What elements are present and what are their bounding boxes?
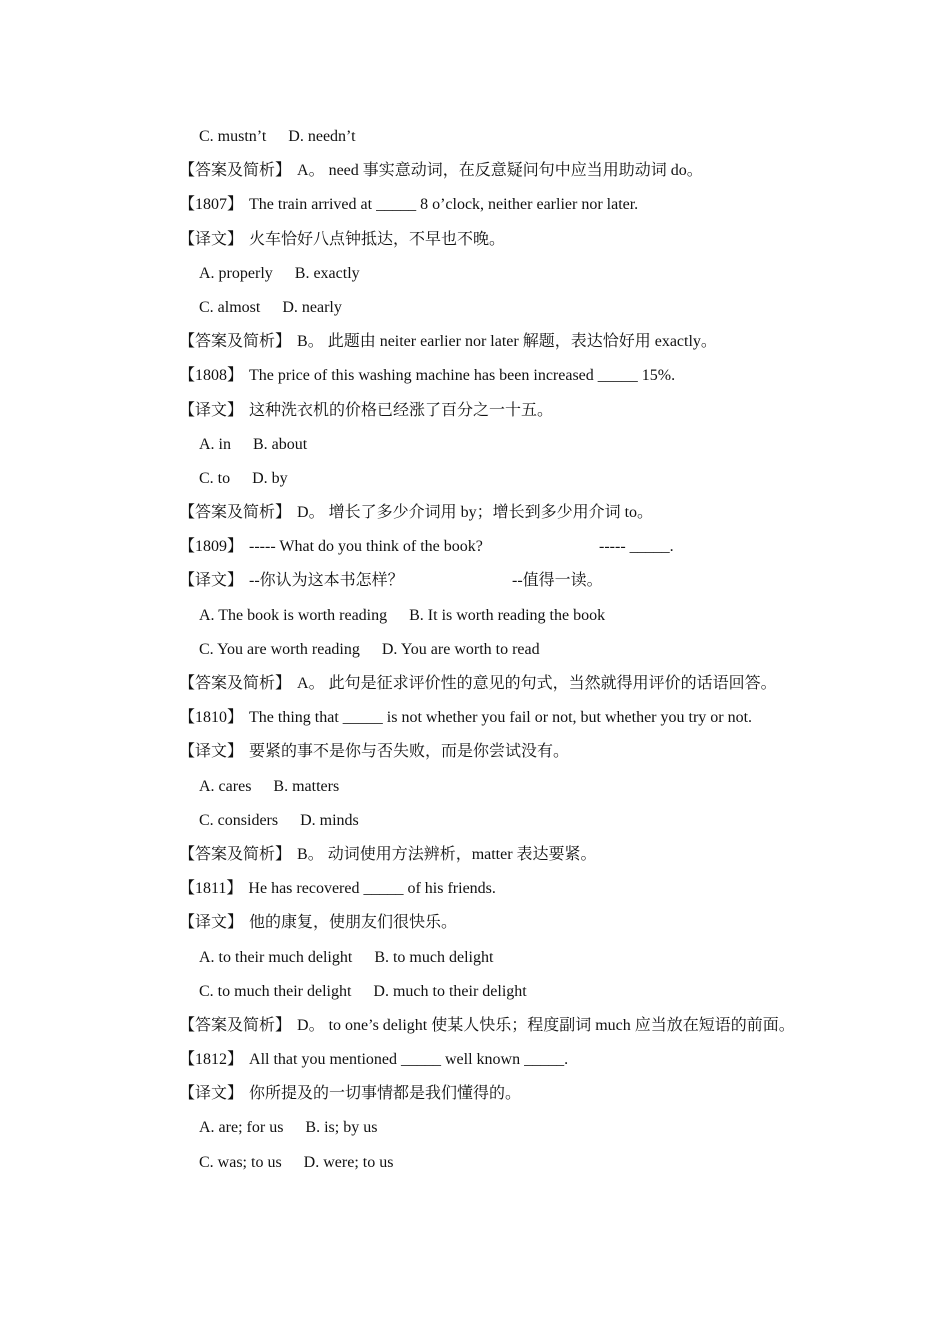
options-line	[179, 975, 879, 1009]
option-text: B. It is worth reading the book	[409, 606, 606, 624]
line-tag: 【1811】	[179, 880, 243, 898]
translation-text: 火车恰好八点钟抵达，不早也不晚。	[249, 230, 506, 248]
question-line	[179, 701, 879, 735]
translation-text: 你所提及的一切事情都是我们懂得的。	[249, 1085, 522, 1103]
answer-text: A。 此句是征求评价性的意见的句式，当然就得用评价的话语回答。	[297, 675, 777, 692]
answer-text: B。 动词使用方法辨析，matter 表达要紧。	[297, 845, 597, 863]
option-text: C. You are worth reading	[199, 640, 360, 658]
translation-line	[179, 1077, 879, 1111]
translation-line	[179, 394, 879, 428]
translation-line	[179, 735, 879, 769]
answer-line	[179, 667, 879, 701]
answer-line	[179, 838, 879, 872]
option-text: C. to much their delight	[199, 982, 352, 1000]
option-text: A. are; for us	[199, 1119, 284, 1137]
option-text: C. was; to us	[199, 1153, 282, 1171]
line-tag: 【1809】	[179, 538, 244, 556]
dialog-line	[179, 530, 879, 564]
answer-line	[179, 496, 879, 530]
line-tag: 【答案及简析】	[179, 504, 292, 522]
option-text: D. needn’t	[288, 128, 356, 145]
option-text: C. to	[199, 469, 231, 487]
dialog-part-2: ----- _____.	[599, 538, 674, 556]
option-text: C. mustn’t	[199, 128, 267, 145]
line-tag: 【答案及简析】	[179, 162, 292, 180]
answer-line	[179, 1009, 879, 1043]
options-line	[179, 291, 879, 325]
line-tag: 【译文】	[179, 1085, 244, 1103]
answer-text: D。 增长了多少介词用 by；增长到多少用介词 to。	[297, 504, 654, 522]
options-line	[179, 1111, 879, 1145]
question-line	[179, 188, 879, 222]
question-text: He has recovered _____ of his friends.	[248, 880, 496, 898]
line-tag: 【答案及简析】	[179, 675, 292, 692]
translation-text: 这种洗衣机的价格已经涨了百分之一十五。	[249, 401, 554, 419]
option-text: B. about	[253, 435, 308, 453]
option-text: A. The book is worth reading	[199, 606, 388, 624]
translation-text: 他的康复，使朋友们很快乐。	[249, 914, 458, 932]
translation-text: 要紧的事不是你与否失败，而是你尝试没有。	[249, 743, 570, 761]
dialog-part-2: --值得一读。	[512, 572, 603, 590]
line-tag: 【答案及简析】	[179, 333, 292, 351]
line-tag: 【译文】	[179, 572, 244, 590]
question-text: All that you mentioned _____ well known _____.	[249, 1051, 569, 1069]
line-tag: 【译文】	[179, 743, 244, 761]
line-tag: 【答案及简析】	[179, 1016, 292, 1034]
line-tag: 【1810】	[179, 709, 244, 727]
line-tag: 【答案及简析】	[179, 845, 292, 863]
translation-line	[179, 906, 879, 940]
option-text: D. minds	[300, 811, 359, 829]
options-line	[179, 462, 879, 496]
option-text: A. cares	[199, 777, 252, 795]
option-text: D. by	[252, 469, 288, 487]
answer-text: A。 need 事实意动词，在反意疑问句中应当用助动词 do。	[297, 162, 703, 180]
dialog-line	[179, 564, 879, 598]
dialog-part-1: --你认为这本书怎样？	[249, 572, 404, 590]
answer-text: B。 此题由 neiter earlier nor later 解题，表达恰好用 exactly。	[297, 333, 717, 351]
question-line	[179, 359, 879, 393]
option-text: A. to their much delight	[199, 948, 353, 966]
option-text: B. to much delight	[374, 948, 494, 966]
option-text: D. were; to us	[303, 1153, 394, 1171]
answer-text: D。 to one’s delight 使某人快乐；程度副词 much 应当放在短语的前面。	[297, 1016, 795, 1034]
options-line	[179, 770, 879, 804]
document-body	[179, 120, 879, 1180]
options-line	[179, 120, 879, 154]
option-text: B. is; by us	[305, 1119, 378, 1137]
question-text: The price of this washing machine has been increased _____ 15%.	[249, 367, 676, 385]
translation-line	[179, 223, 879, 257]
question-line	[179, 872, 879, 906]
option-text: A. in	[199, 435, 231, 453]
answer-line	[179, 154, 879, 188]
question-line	[179, 1043, 879, 1077]
options-line	[179, 633, 879, 667]
options-line	[179, 1146, 879, 1180]
options-line	[179, 804, 879, 838]
dialog-part-1: ----- What do you think of the book?	[249, 538, 483, 556]
line-tag: 【1808】	[179, 367, 244, 385]
option-text: A. properly	[199, 264, 273, 282]
line-tag: 【1812】	[179, 1051, 244, 1069]
options-line	[179, 257, 879, 291]
options-line	[179, 941, 879, 975]
option-text: B. matters	[273, 777, 340, 795]
line-tag: 【1807】	[179, 196, 244, 214]
answer-line	[179, 325, 879, 359]
option-text: B. exactly	[294, 264, 360, 282]
question-text: The thing that _____ is not whether you fail or not, but whether you try or not.	[249, 709, 753, 727]
option-text: C. considers	[199, 811, 279, 829]
option-text: D. much to their delight	[373, 982, 527, 1000]
option-text: C. almost	[199, 298, 261, 316]
question-text: The train arrived at _____ 8 o’clock, neither earlier nor later.	[249, 196, 639, 214]
line-tag: 【译文】	[179, 914, 244, 932]
line-tag: 【译文】	[179, 401, 244, 419]
options-line	[179, 599, 879, 633]
option-text: D. nearly	[282, 298, 342, 316]
option-text: D. You are worth to read	[381, 640, 540, 658]
line-tag: 【译文】	[179, 230, 244, 248]
options-line	[179, 428, 879, 462]
